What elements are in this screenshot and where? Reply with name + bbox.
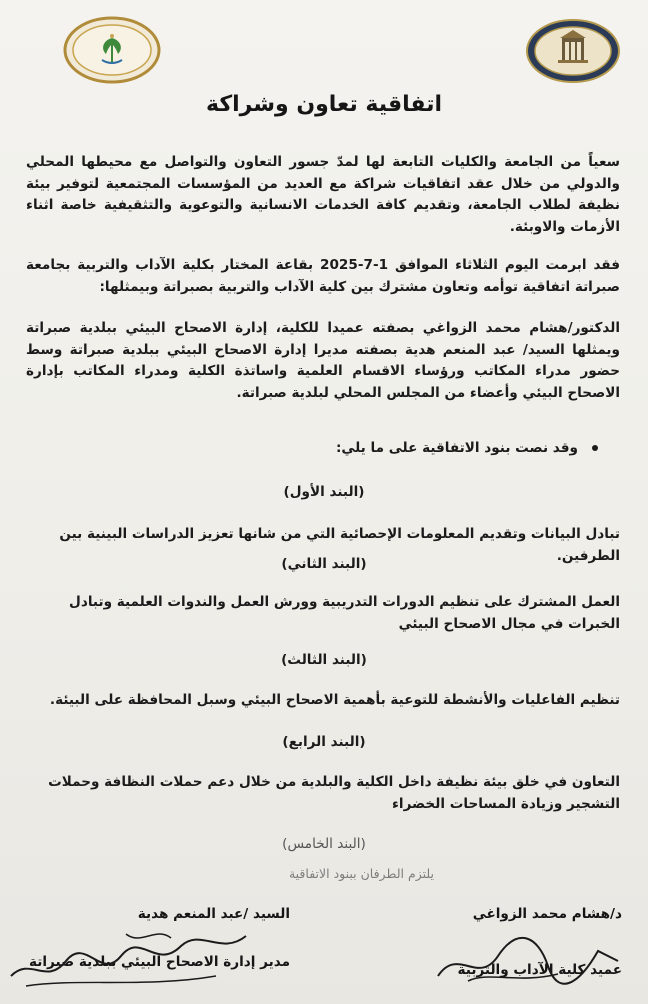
dean-signature-role: عميد كلية الآداب والتربية xyxy=(457,962,622,978)
clause-4-heading: (البند الرابع) xyxy=(282,734,366,750)
clause-1-text: تبادل البيانات وتقديم المعلومات الإحصائية التي من شانها تعزيز الدراسات البينية بين الطرفين. xyxy=(59,526,620,564)
dean-signature-name: د/هشام محمد الزواغي xyxy=(472,906,622,922)
clause-2-text: العمل المشترك على تنظيم الدورات التدريبية وورش العمل والندوات العلمية وتبادل الخبرات في مجال الاصحاح البيئي xyxy=(69,594,620,632)
clause-5-heading: (البند الخامس) xyxy=(282,836,366,852)
dean-name: هشام محمد الزواغي xyxy=(422,320,568,336)
clause-1-heading: (البند الأول) xyxy=(283,484,365,500)
parties-paragraph xyxy=(26,318,620,404)
clause-2-heading: (البند الثاني) xyxy=(281,556,367,572)
parties-text-3: بصفته مديرا إدارة الاصحاح البيئي ببلدية صبراتة وسط حضور مدراء المكاتب ورؤساء الاقسام العلمية واساتذة الكلية ومدراء المكاتب بإدارة الاصحاح البيئي وأعضاء من المجلس المحلي لبلدية صبراتة. xyxy=(26,341,620,401)
faculty-logo xyxy=(62,16,162,84)
commitment-text: يلتزم الطرفان ببنود الاتفاقية xyxy=(288,866,434,881)
director-signature-name: السيد /عبد المنعم هدية xyxy=(137,906,290,922)
clause-3-heading: (البند الثالث) xyxy=(281,652,367,668)
signing-paragraph: فقد ابرمت اليوم الثلاثاء الموافق 1-7-2025 بقاعة المختار بكلية الآداب والتربية بجامعة صبراتة اتفاقية توأمه وتعاون مشترك بين كلية الآداب والتربية بصبراتة وبيمثلها: xyxy=(26,257,620,295)
clauses-intro-text: وقد نصت بنود الاتفاقية على ما يلي: xyxy=(335,440,578,456)
director-name: عبد المنعم هدية xyxy=(404,341,516,358)
bullet-icon xyxy=(592,445,598,451)
university-logo xyxy=(524,18,622,84)
director-signature-role: مدير إدارة الاصحاح البيئي ببلدية صبراتة xyxy=(29,954,290,970)
dean-handwritten-signature xyxy=(428,926,628,996)
clauses-intro xyxy=(118,440,598,456)
clause-4-text: التعاون في خلق بيئة نظيفة داخل الكلية والبلدية من خلال دعم حملات النظافة وحملات التشجير وزيادة المساحات الخضراء xyxy=(48,774,620,812)
parties-text-2: بصفته عميدا للكلية، إدارة الاصحاح البيئي ببلدية صبراتة ويمثلها السيد/ xyxy=(26,320,620,358)
document-title: اتفاقية تعاون وشراكة xyxy=(205,92,442,117)
intro-paragraph: سعياً من الجامعة والكليات التابعة لها لمدّ جسور التعاون والتواصل مع محيطها المحلي والدولي من خلال عقد اتفاقيات شراكة مع العديد من المؤسسات المجتمعية لتوفير بيئة نظيفة لطلاب الجامعة، وتقديم كافة الخدمات الانسانية والتوعوية والتثقيفية خاصة اثناء الأزمات والاوبئة. xyxy=(26,154,620,235)
parties-text-1: الدكتور/ xyxy=(567,320,620,336)
clause-3-text: تنظيم الفاعليات والأنشطة للتوعية بأهمية الاصحاح البيئي وسبل المحافظة على البيئة. xyxy=(49,692,620,708)
